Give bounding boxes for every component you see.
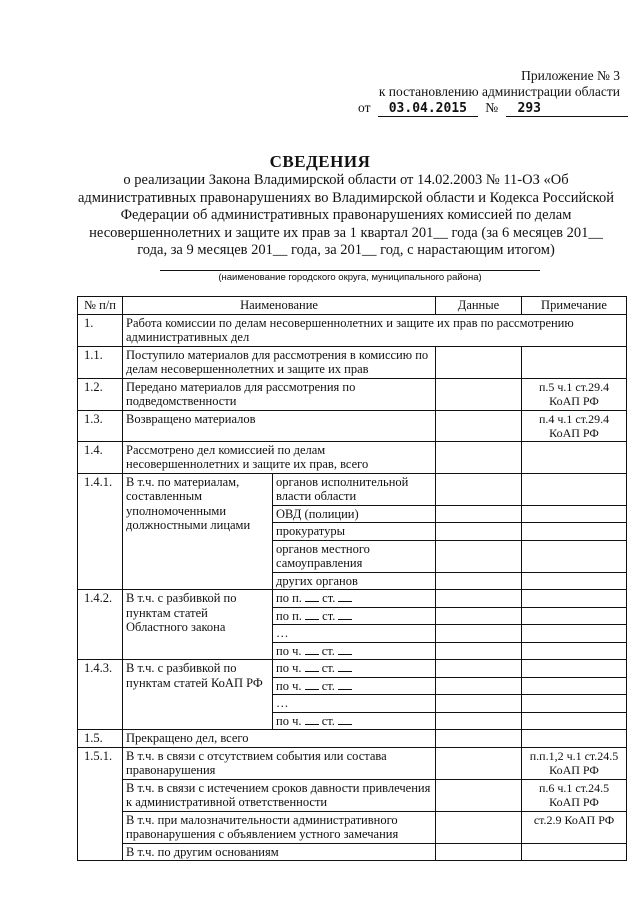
row-note: п.5 ч.1 ст.29.4 КоАП РФ bbox=[522, 378, 627, 410]
blank-line bbox=[338, 680, 352, 690]
row-data-cell[interactable] bbox=[436, 625, 522, 643]
sub-item-st: ст. bbox=[322, 591, 336, 605]
row-note-cell bbox=[522, 660, 627, 678]
sub-item-st: ст. bbox=[321, 661, 335, 675]
sub-item bbox=[273, 677, 436, 695]
row-data-cell[interactable] bbox=[436, 779, 522, 811]
row-num: 1.4. bbox=[78, 441, 123, 473]
table-row bbox=[78, 660, 627, 678]
blank-line bbox=[338, 715, 352, 725]
appendix-block bbox=[330, 68, 620, 117]
row-note-cell bbox=[522, 505, 627, 523]
blank-line bbox=[305, 715, 319, 725]
appendix-title: Приложение № 3 bbox=[521, 68, 620, 83]
row-data-cell[interactable] bbox=[436, 523, 522, 541]
header-note: Примечание bbox=[522, 297, 627, 315]
row-data-cell[interactable] bbox=[436, 473, 522, 505]
row-name: В т.ч. при малозначительности административного правонарушения с объявлением устного замечания bbox=[123, 811, 436, 843]
row-note-cell bbox=[522, 473, 627, 505]
row-name: В т.ч. с разбивкой по пунктам статей Областного закона bbox=[123, 590, 273, 660]
row-num: 1. bbox=[78, 314, 123, 346]
blank-line bbox=[305, 610, 319, 620]
row-note-cell bbox=[522, 677, 627, 695]
row-data-cell[interactable] bbox=[436, 410, 522, 441]
sub-item: других органов bbox=[273, 572, 436, 590]
row-data-cell[interactable] bbox=[436, 378, 522, 410]
table-row bbox=[78, 314, 627, 346]
table-row bbox=[78, 843, 627, 861]
sub-item bbox=[273, 660, 436, 678]
row-name: Рассмотрено дел комиссией по делам несовершеннолетних и защите их прав, всего bbox=[123, 441, 436, 473]
row-note: ст.2.9 КоАП РФ bbox=[522, 811, 627, 843]
header-num: № п/п bbox=[78, 297, 123, 315]
sub-item-st: ст. bbox=[321, 643, 335, 658]
row-num: 1.1. bbox=[78, 346, 123, 378]
row-data-cell[interactable] bbox=[436, 695, 522, 713]
document-subtitle: о реализации Закона Владимирской области от 14.02.2003 № 11-ОЗ «Об административных правонарушениях во Владимирской области и Кодекса Российской Федерации об административных правонарушениях комиссией по делам несовершеннолетних и защите их прав за 1 квартал 201__ года (за 6 месяцев 201__ года, за 9 месяцев 201__ года, за 201__ год, с нарастающим итогом) bbox=[77, 172, 615, 258]
row-note-cell bbox=[522, 441, 627, 473]
district-name-caption: (наименование городского округа, муниципального района) bbox=[218, 272, 482, 283]
table-row bbox=[78, 473, 627, 505]
table-row bbox=[78, 730, 627, 748]
row-note-cell bbox=[522, 642, 627, 660]
row-data-cell[interactable] bbox=[436, 843, 522, 861]
row-data-cell[interactable] bbox=[436, 712, 522, 730]
row-name: В т.ч. с разбивкой по пунктам статей КоАП РФ bbox=[123, 660, 273, 730]
row-name: Возвращено материалов bbox=[123, 410, 436, 441]
row-note-cell bbox=[522, 346, 627, 378]
row-num: 1.5.1. bbox=[78, 747, 123, 861]
appendix-number: 293 bbox=[506, 102, 628, 117]
row-name: В т.ч. по материалам, составленным уполномоченными должностными лицами bbox=[123, 473, 273, 590]
sub-item-prefix: по ч. bbox=[276, 643, 302, 658]
sub-item: ОВД (полиции) bbox=[273, 505, 436, 523]
blank-line bbox=[305, 680, 319, 690]
sub-item: прокуратуры bbox=[273, 523, 436, 541]
row-note-cell bbox=[522, 540, 627, 572]
sub-item-st: ст. bbox=[322, 608, 336, 623]
appendix-no-label: № bbox=[485, 100, 499, 115]
row-note-cell bbox=[522, 695, 627, 713]
blank-line bbox=[338, 662, 352, 672]
row-note: п.4 ч.1 ст.29.4 КоАП РФ bbox=[522, 410, 627, 441]
row-note: п.п.1,2 ч.1 ст.24.5 КоАП РФ bbox=[522, 747, 627, 779]
row-data-cell[interactable] bbox=[436, 660, 522, 678]
table-row bbox=[78, 811, 627, 843]
appendix-subtitle: к постановлению администрации области bbox=[378, 84, 620, 99]
sub-item-prefix: по ч. bbox=[276, 678, 302, 693]
sub-item-prefix: по п. bbox=[276, 608, 302, 623]
row-name: Поступило материалов для рассмотрения в комиссию по делам несовершеннолетних и защите их прав bbox=[123, 346, 436, 378]
row-data-cell[interactable] bbox=[436, 747, 522, 779]
blank-line bbox=[338, 610, 352, 620]
sub-item bbox=[273, 642, 436, 660]
row-name: В т.ч. в связи с отсутствием события или состава правонарушения bbox=[123, 747, 436, 779]
row-data-cell[interactable] bbox=[436, 590, 522, 608]
row-data-cell[interactable] bbox=[436, 572, 522, 590]
sub-item: … bbox=[273, 695, 436, 713]
row-note bbox=[522, 843, 627, 861]
table-row bbox=[78, 346, 627, 378]
table-row bbox=[78, 441, 627, 473]
document-title: СВЕДЕНИЯ bbox=[269, 152, 371, 171]
row-num: 1.3. bbox=[78, 410, 123, 441]
row-data-cell[interactable] bbox=[436, 346, 522, 378]
row-name: В т.ч. в связи с истечением сроков давности привлечения к административной ответственности bbox=[123, 779, 436, 811]
sub-item-st: ст. bbox=[321, 678, 335, 693]
row-data-cell[interactable] bbox=[436, 441, 522, 473]
row-name: Передано материалов для рассмотрения по подведомственности bbox=[123, 378, 436, 410]
row-data-cell[interactable] bbox=[436, 730, 522, 748]
sub-item bbox=[273, 590, 436, 608]
row-num: 1.4.2. bbox=[78, 590, 123, 660]
row-name: В т.ч. по другим основаниям bbox=[123, 843, 436, 861]
header-data: Данные bbox=[436, 297, 522, 315]
row-note-cell bbox=[522, 607, 627, 625]
row-data-cell[interactable] bbox=[436, 811, 522, 843]
sub-item bbox=[273, 712, 436, 730]
row-name: Работа комиссии по делам несовершеннолетних и защите их прав по рассмотрению административных дел bbox=[123, 314, 627, 346]
sub-item: … bbox=[273, 625, 436, 643]
row-data-cell[interactable] bbox=[436, 677, 522, 695]
table-header-row bbox=[78, 297, 627, 315]
row-data-cell[interactable] bbox=[436, 540, 522, 572]
appendix-date: 03.04.2015 bbox=[378, 102, 478, 117]
row-note-cell bbox=[522, 730, 627, 748]
row-num: 1.4.1. bbox=[78, 473, 123, 590]
sub-item-st: ст. bbox=[321, 713, 335, 728]
sub-item-prefix: по п. bbox=[276, 591, 302, 605]
district-name-line bbox=[160, 270, 540, 271]
table-row bbox=[78, 747, 627, 779]
blank-line bbox=[305, 592, 319, 602]
blank-line bbox=[305, 662, 319, 672]
report-table bbox=[77, 296, 627, 861]
sub-item-prefix: по ч. bbox=[276, 713, 302, 728]
blank-line bbox=[338, 645, 352, 655]
sub-item: органов исполнительной власти области bbox=[273, 473, 436, 505]
table-row bbox=[78, 410, 627, 441]
row-num: 1.4.3. bbox=[78, 660, 123, 730]
sub-item-prefix: по ч. bbox=[276, 661, 302, 675]
sub-item: органов местного самоуправления bbox=[273, 540, 436, 572]
row-name: Прекращено дел, всего bbox=[123, 730, 436, 748]
row-note-cell bbox=[522, 590, 627, 608]
appendix-date-line bbox=[330, 100, 620, 117]
row-note-cell bbox=[522, 712, 627, 730]
table-row bbox=[78, 378, 627, 410]
row-note-cell bbox=[522, 523, 627, 541]
appendix-from-label: от bbox=[358, 100, 371, 115]
row-data-cell[interactable] bbox=[436, 505, 522, 523]
blank-line bbox=[338, 592, 352, 602]
blank-line bbox=[305, 645, 319, 655]
table-row bbox=[78, 590, 627, 608]
row-note: п.6 ч.1 ст.24.5 КоАП РФ bbox=[522, 779, 627, 811]
row-num: 1.2. bbox=[78, 378, 123, 410]
row-note-cell bbox=[522, 625, 627, 643]
row-note-cell bbox=[522, 572, 627, 590]
table-row bbox=[78, 779, 627, 811]
sub-item bbox=[273, 607, 436, 625]
row-num: 1.5. bbox=[78, 730, 123, 748]
header-name: Наименование bbox=[123, 297, 436, 315]
row-data-cell[interactable] bbox=[436, 607, 522, 625]
row-data-cell[interactable] bbox=[436, 642, 522, 660]
